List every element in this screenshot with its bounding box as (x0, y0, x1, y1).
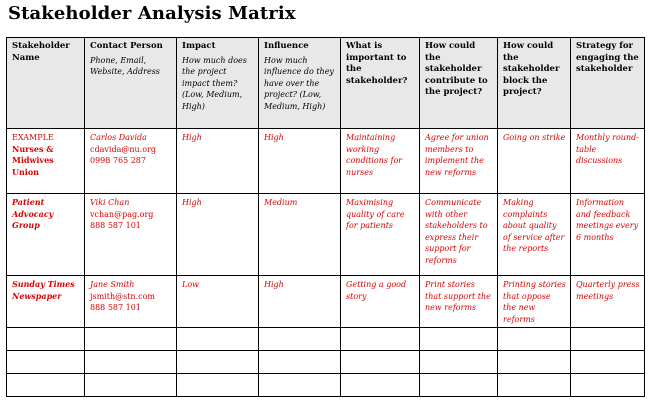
influence-value: High (264, 280, 284, 289)
contact-email: vchan@pag.org (90, 209, 154, 219)
cell-block[interactable] (498, 276, 571, 328)
stakeholder-name: Nurses & Midwives Union (12, 143, 54, 177)
table-row (7, 129, 645, 194)
header-title: Stakeholder Name (12, 41, 70, 63)
cell-impact[interactable] (177, 129, 259, 194)
cell-important[interactable] (341, 129, 420, 194)
empty-cell[interactable] (7, 328, 85, 351)
contact-phone: 888 587 101 (90, 221, 141, 230)
contact-name: Viki Chan (90, 198, 130, 207)
empty-cell[interactable] (7, 374, 85, 397)
table-row (7, 276, 645, 328)
example-label: EXAMPLE (12, 133, 54, 142)
important-text: Getting a good story (346, 280, 407, 301)
cell-stakeholder-name[interactable] (7, 276, 85, 328)
empty-cell[interactable] (341, 328, 420, 351)
header-important (341, 38, 420, 129)
header-title: How could the stakeholder block the project? (503, 41, 560, 97)
stakeholder-name: Sunday Times Newspaper (12, 279, 75, 301)
important-text: Maximising quality of care for patients (346, 198, 405, 230)
cell-stakeholder-name[interactable] (7, 129, 85, 194)
cell-influence[interactable] (259, 194, 341, 276)
cell-impact[interactable] (177, 194, 259, 276)
document-title: Stakeholder Analysis Matrix (8, 3, 296, 24)
cell-impact[interactable] (177, 276, 259, 328)
empty-cell[interactable] (498, 328, 571, 351)
empty-cell[interactable] (259, 374, 341, 397)
header-impact (177, 38, 259, 129)
block-text: Going on strike (503, 133, 566, 142)
cell-influence[interactable] (259, 276, 341, 328)
header-strategy (571, 38, 645, 129)
header-contribute (420, 38, 498, 129)
contact-phone: 888 587 101 (90, 303, 141, 312)
cell-strategy[interactable] (571, 194, 645, 276)
strategy-text: Quarterly press meetings (576, 280, 640, 301)
cell-contact-person[interactable] (85, 129, 177, 194)
header-contact-person (85, 38, 177, 129)
cell-strategy[interactable] (571, 129, 645, 194)
cell-contribute[interactable] (420, 194, 498, 276)
impact-value: High (182, 133, 202, 142)
empty-cell[interactable] (85, 351, 177, 374)
contribute-text: Communicate with other stakeholders to express their support for reforms (425, 198, 488, 265)
cell-influence[interactable] (259, 129, 341, 194)
header-title: Strategy for engaging the stakeholder (576, 41, 639, 74)
impact-value: High (182, 198, 202, 207)
empty-cell[interactable] (177, 374, 259, 397)
block-text: Making complaints about quality of service after the reports (503, 198, 565, 253)
cell-contact-person[interactable] (85, 276, 177, 328)
cell-contact-person[interactable] (85, 194, 177, 276)
empty-cell[interactable] (571, 374, 645, 397)
impact-value: Low (182, 280, 199, 289)
empty-cell[interactable] (7, 351, 85, 374)
stakeholder-name: Patient Advocacy Group (12, 197, 54, 230)
contact-phone: 0998 765 287 (90, 156, 146, 165)
cell-stakeholder-name[interactable] (7, 194, 85, 276)
header-block (498, 38, 571, 129)
empty-row (7, 374, 645, 397)
table-row (7, 194, 645, 276)
header-influence (259, 38, 341, 129)
empty-cell[interactable] (498, 374, 571, 397)
influence-value: Medium (264, 198, 298, 207)
cell-contribute[interactable] (420, 129, 498, 194)
empty-row (7, 351, 645, 374)
empty-cell[interactable] (571, 351, 645, 374)
cell-block[interactable] (498, 129, 571, 194)
header-title: Contact Person (90, 41, 163, 51)
empty-cell[interactable] (177, 351, 259, 374)
strategy-text: Monthly round-table discussions (576, 133, 639, 165)
header-subtitle: How much does the project impact them? (Low, Medium, High) (182, 55, 247, 111)
empty-cell[interactable] (420, 351, 498, 374)
header-subtitle: How much influence do they have over the project? (Low, Medium, High) (264, 55, 334, 111)
contact-name: Jane Smith (90, 280, 135, 289)
important-text: Maintaining working conditions for nurses (346, 133, 403, 177)
stakeholder-matrix-table (6, 37, 645, 397)
empty-cell[interactable] (177, 328, 259, 351)
cell-important[interactable] (341, 194, 420, 276)
header-title: Influence (264, 41, 309, 51)
contact-email: cdavida@nu.org (90, 144, 156, 154)
block-text: Printing stories that oppose the new reforms (503, 280, 566, 324)
empty-cell[interactable] (259, 351, 341, 374)
cell-strategy[interactable] (571, 276, 645, 328)
header-row (7, 38, 645, 129)
contact-name: Carlos Davida (90, 133, 147, 142)
header-title: How could the stakeholder contribute to the project? (425, 41, 488, 97)
empty-cell[interactable] (498, 351, 571, 374)
empty-cell[interactable] (420, 328, 498, 351)
empty-cell[interactable] (420, 374, 498, 397)
header-stakeholder-name (7, 38, 85, 129)
empty-cell[interactable] (85, 328, 177, 351)
strategy-text: Information and feedback meetings every 6 months (576, 198, 639, 242)
header-subtitle: Phone, Email, Website, Address (90, 55, 160, 76)
empty-cell[interactable] (259, 328, 341, 351)
empty-cell[interactable] (571, 328, 645, 351)
header-title: Impact (182, 41, 216, 51)
cell-block[interactable] (498, 194, 571, 276)
empty-row (7, 328, 645, 351)
cell-important[interactable] (341, 276, 420, 328)
contact-email: jsmith@stn.com (90, 291, 155, 301)
contribute-text: Print stories that support the new reforms (425, 280, 491, 312)
empty-cell[interactable] (341, 351, 420, 374)
empty-cell[interactable] (341, 374, 420, 397)
cell-contribute[interactable] (420, 276, 498, 328)
contribute-text: Agree for union members to implement the new reforms (425, 133, 489, 177)
influence-value: High (264, 133, 284, 142)
empty-cell[interactable] (85, 374, 177, 397)
header-title: What is important to the stakeholder? (346, 41, 408, 86)
